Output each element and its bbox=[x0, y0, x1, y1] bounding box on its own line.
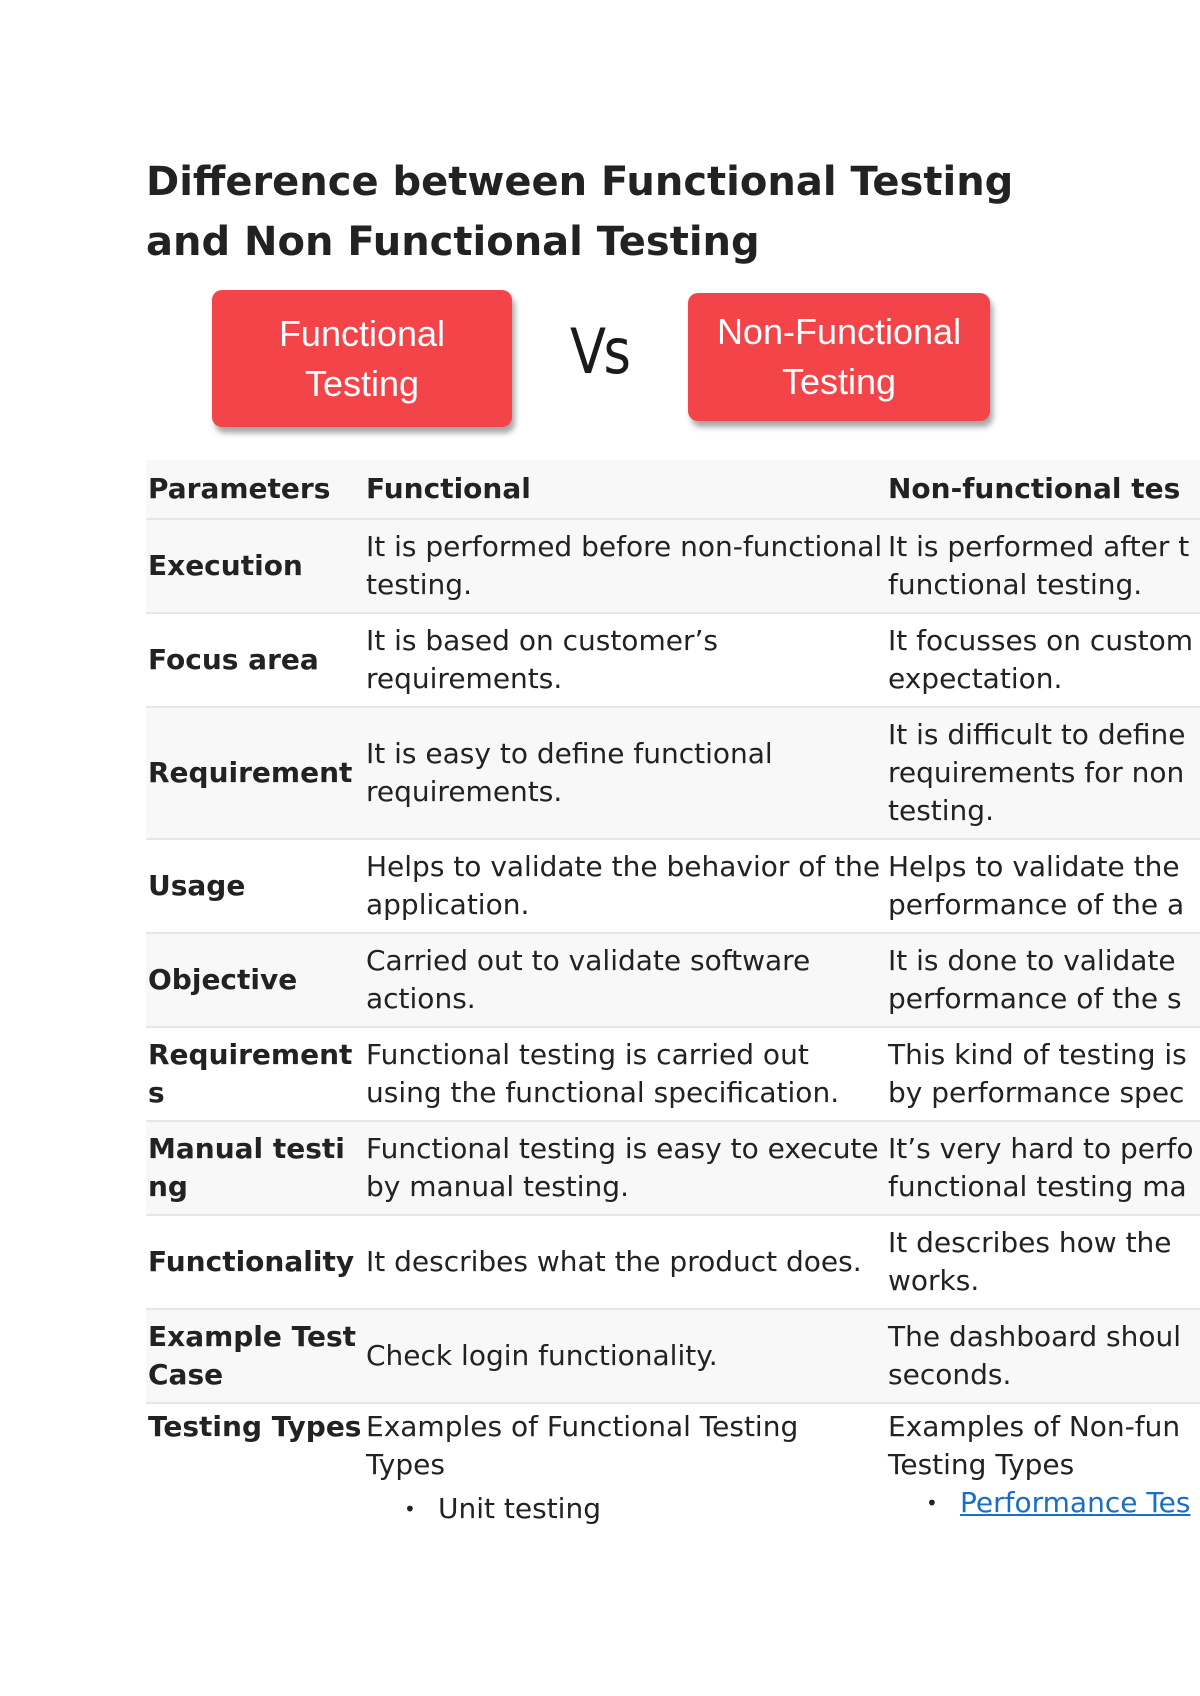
header-functional: Functional bbox=[364, 460, 886, 519]
nf-line: performance of the a bbox=[888, 888, 1185, 921]
table-row bbox=[146, 1121, 1200, 1215]
row-functional: It describes what the product does. bbox=[366, 1245, 862, 1278]
row-non-functional bbox=[886, 613, 1200, 707]
table-row bbox=[146, 707, 1200, 839]
row-non-functional bbox=[886, 519, 1200, 613]
nf-line: by performance spec bbox=[888, 1076, 1185, 1109]
row-parameter: Execution bbox=[148, 549, 303, 582]
table-row bbox=[146, 1309, 1200, 1403]
header-parameters: Parameters bbox=[146, 460, 364, 519]
list-item bbox=[404, 1490, 884, 1528]
performance-testing-link[interactable]: Performance Tes bbox=[960, 1486, 1191, 1519]
comparison-table bbox=[146, 460, 1200, 1528]
bullet-icon: • bbox=[404, 1497, 416, 1521]
row-functional: Check login functionality. bbox=[366, 1339, 718, 1372]
badge-left-line1: Functional bbox=[278, 312, 446, 354]
nf-line: expectation. bbox=[888, 662, 1063, 695]
row-parameter: Usage bbox=[148, 869, 246, 902]
row-functional: Functional testing is easy to execute by manual testing. bbox=[366, 1132, 879, 1203]
table-row bbox=[146, 839, 1200, 933]
non-functional-types-list bbox=[888, 1484, 1200, 1522]
functional-testing-badge bbox=[212, 290, 512, 427]
functional-types-intro: Examples of Functional Testing Types bbox=[366, 1410, 799, 1481]
versus-label: Vs bbox=[570, 315, 629, 388]
badge-right-line1: Non-Functional bbox=[716, 311, 962, 352]
table-row bbox=[146, 1027, 1200, 1121]
row-functional: Functional testing is carried out using the functional specification. bbox=[366, 1038, 840, 1109]
table-header-row bbox=[146, 460, 1200, 519]
page-title: Difference between Functional Testing and Non Functional Testing bbox=[146, 159, 1014, 265]
row-non-functional bbox=[886, 839, 1200, 933]
row-parameter: Requirements bbox=[148, 1038, 353, 1109]
nf-line: It is difficult to define bbox=[888, 718, 1186, 751]
row-non-functional bbox=[886, 933, 1200, 1027]
badge-right-line2: Testing bbox=[781, 361, 897, 402]
row-non-functional bbox=[886, 1309, 1200, 1403]
nf-line: seconds. bbox=[888, 1358, 1012, 1391]
nf-line: It is done to validate bbox=[888, 944, 1176, 977]
badge-left-line2: Testing bbox=[304, 362, 420, 404]
nf-line: It focusses on custom bbox=[888, 624, 1194, 657]
table-row bbox=[146, 613, 1200, 707]
row-non-functional bbox=[886, 707, 1200, 839]
row-parameter: Testing Types bbox=[148, 1410, 362, 1443]
bullet-icon: • bbox=[926, 1491, 938, 1515]
row-functional: It is based on customer’s requirements. bbox=[366, 624, 718, 695]
nf-types-intro-line2: Testing Types bbox=[888, 1448, 1075, 1481]
nf-line: requirements for non bbox=[888, 756, 1185, 789]
comparison-banner bbox=[146, 285, 1146, 435]
row-parameter: Example Test Case bbox=[148, 1320, 357, 1391]
nf-line: This kind of testing is bbox=[888, 1038, 1187, 1071]
table-row bbox=[146, 1215, 1200, 1309]
row-non-functional bbox=[886, 1027, 1200, 1121]
nf-line: works. bbox=[888, 1264, 980, 1297]
row-functional: Helps to validate the behavior of the application. bbox=[366, 850, 881, 921]
row-parameter: Manual testing bbox=[148, 1132, 345, 1203]
nf-line: The dashboard shoul bbox=[888, 1320, 1181, 1353]
list-item bbox=[926, 1484, 1200, 1522]
row-functional: It is easy to define functional requirements. bbox=[366, 737, 773, 808]
nf-line: It describes how the bbox=[888, 1226, 1172, 1259]
row-functional: Carried out to validate software actions. bbox=[366, 944, 811, 1015]
table-row-testing-types bbox=[146, 1403, 1200, 1528]
functional-types-list bbox=[366, 1490, 884, 1528]
nf-line: Helps to validate the bbox=[888, 850, 1180, 883]
nf-line: performance of the s bbox=[888, 982, 1182, 1015]
row-parameter: Requirement bbox=[148, 756, 353, 789]
nf-line: functional testing ma bbox=[888, 1170, 1187, 1203]
nf-line: testing. bbox=[888, 794, 994, 827]
non-functional-testing-badge bbox=[688, 293, 990, 421]
row-functional bbox=[364, 1403, 886, 1528]
header-non-functional: Non-functional tes bbox=[886, 460, 1200, 519]
row-parameter: Functionality bbox=[148, 1245, 355, 1278]
row-non-functional bbox=[886, 1403, 1200, 1528]
nf-types-intro-line1: Examples of Non-fun bbox=[888, 1410, 1181, 1443]
nf-line: functional testing. bbox=[888, 568, 1143, 601]
row-parameter: Focus area bbox=[148, 643, 319, 676]
nf-line: It is performed after t bbox=[888, 530, 1190, 563]
list-item-label: Unit testing bbox=[438, 1492, 601, 1525]
table-row bbox=[146, 933, 1200, 1027]
table-row bbox=[146, 519, 1200, 613]
nf-line: It’s very hard to perfo bbox=[888, 1132, 1194, 1165]
row-non-functional bbox=[886, 1215, 1200, 1309]
row-functional: It is performed before non-functional testing. bbox=[366, 530, 883, 601]
row-parameter: Objective bbox=[148, 963, 298, 996]
row-non-functional bbox=[886, 1121, 1200, 1215]
